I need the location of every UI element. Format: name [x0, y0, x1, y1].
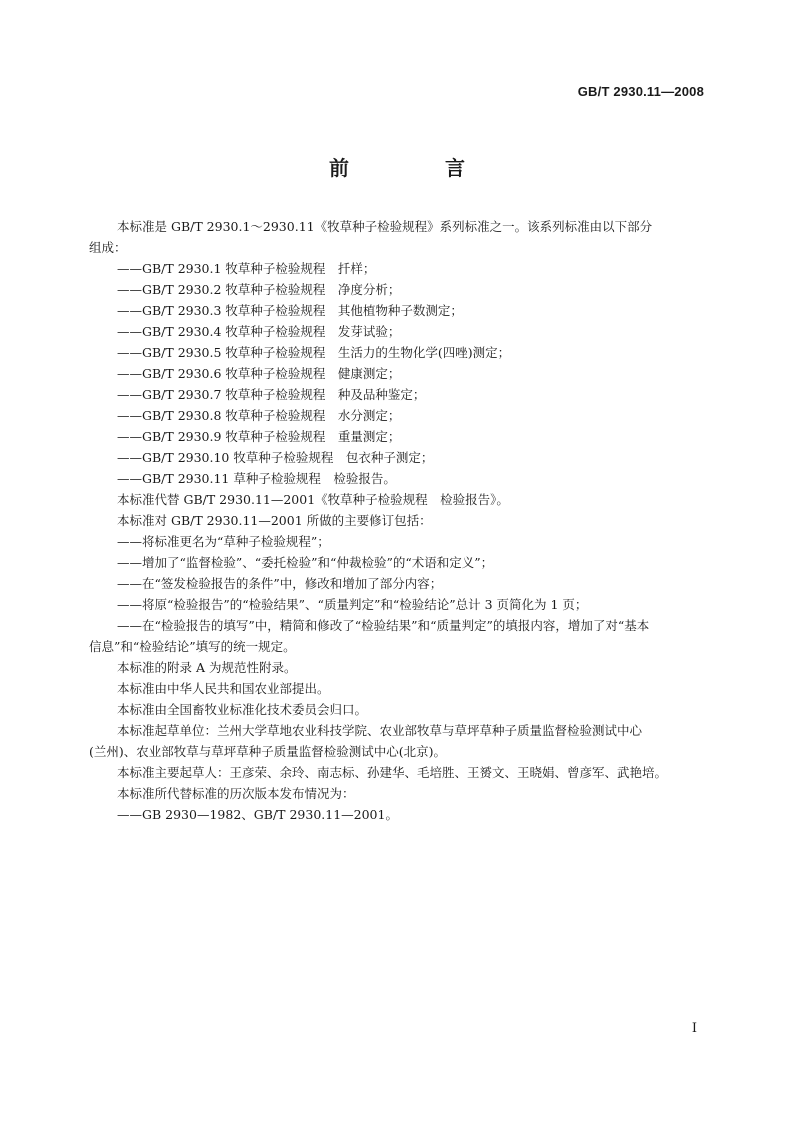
list-item: ——GB/T 2930.2 牧草种子检验规程 净度分析；: [117, 282, 401, 297]
list-item: ——GB/T 2930.5 牧草种子检验规程 生活力的生物化学(四唑)测定；: [117, 345, 511, 360]
standard-code: GB/T 2930.11—2008: [577, 84, 704, 99]
page-number: I: [691, 1021, 697, 1036]
list-item: ——将标准更名为“草种子检验规程”；: [117, 534, 330, 549]
foreword-body: [89, 216, 707, 825]
history-versions: ——GB 2930—1982、GB/T 2930.11—2001。: [117, 807, 398, 822]
proposed-by: 本标准由中华人民共和国农业部提出。: [117, 681, 330, 696]
intro-line-1: 本标准是 GB/T 2930.1～2930.11《牧草种子检验规程》系列标准之一。该系列标准由以下部分: [117, 219, 653, 234]
list-item: ——GB/T 2930.8 牧草种子检验规程 水分测定；: [117, 408, 401, 423]
list-item: ——GB/T 2930.10 牧草种子检验规程 包衣种子测定；: [117, 450, 434, 465]
drafting-units-line-1: 本标准起草单位：兰州大学草地农业科技学院、农业部牧草与草坪草种子质量监督检验测试中心: [117, 723, 643, 738]
list-item: ——GB/T 2930.3 牧草种子检验规程 其他植物种子数测定；: [117, 303, 463, 318]
list-item: ——GB/T 2930.1 牧草种子检验规程 扦样；: [117, 261, 376, 276]
intro-line-2: 组成：: [89, 240, 127, 255]
list-item: ——GB/T 2930.6 牧草种子检验规程 健康测定；: [117, 366, 401, 381]
list-item: ——GB/T 2930.7 牧草种子检验规程 种及品种鉴定；: [117, 387, 426, 402]
list-item: ——GB/T 2930.4 牧草种子检验规程 发芽试验；: [117, 324, 401, 339]
list-item: ——在“签发检验报告的条件”中，修改和增加了部分内容；: [117, 576, 443, 591]
history-intro: 本标准所代替标准的历次版本发布情况为：: [117, 786, 355, 801]
list-item: ——GB/T 2930.11 草种子检验规程 检验报告。: [117, 471, 396, 486]
page-title: 前 言: [329, 156, 503, 180]
drafting-units-line-2: (兰州)、农业部牧草与草坪草种子质量监督检验测试中心(北京)。: [89, 744, 447, 759]
revisions-intro: 本标准对 GB/T 2930.11—2001 所做的主要修订包括：: [117, 513, 432, 528]
list-item: ——将原“检验报告”的“检验结果”、“质量判定”和“检验结论”总计 3 页简化为 1 页；: [117, 597, 588, 612]
replaces-statement: 本标准代替 GB/T 2930.11—2001《牧草种子检验规程 检验报告》。: [117, 492, 509, 507]
drafters: 本标准主要起草人：王彦荣、余玲、南志标、孙建华、毛培胜、王赟文、王晓娟、曾彦军、武艳培。: [117, 765, 668, 780]
list-item: ——GB/T 2930.9 牧草种子检验规程 重量测定；: [117, 429, 401, 444]
managed-by: 本标准由全国畜牧业标准化技术委员会归口。: [117, 702, 368, 717]
revisions-list: [89, 531, 707, 657]
list-item: ——在“检验报告的填写”中，精简和修改了“检验结果”和“质量判定”的填报内容，增加了对“基本: [117, 618, 650, 633]
list-item-continuation: 信息”和“检验结论”填写的统一规定。: [89, 639, 296, 654]
list-item: ——增加了“监督检验”、“委托检验”和“仲裁检验”的“术语和定义”；: [117, 555, 494, 570]
series-list: [117, 258, 707, 489]
annex-statement: 本标准的附录 A 为规范性附录。: [117, 660, 297, 675]
